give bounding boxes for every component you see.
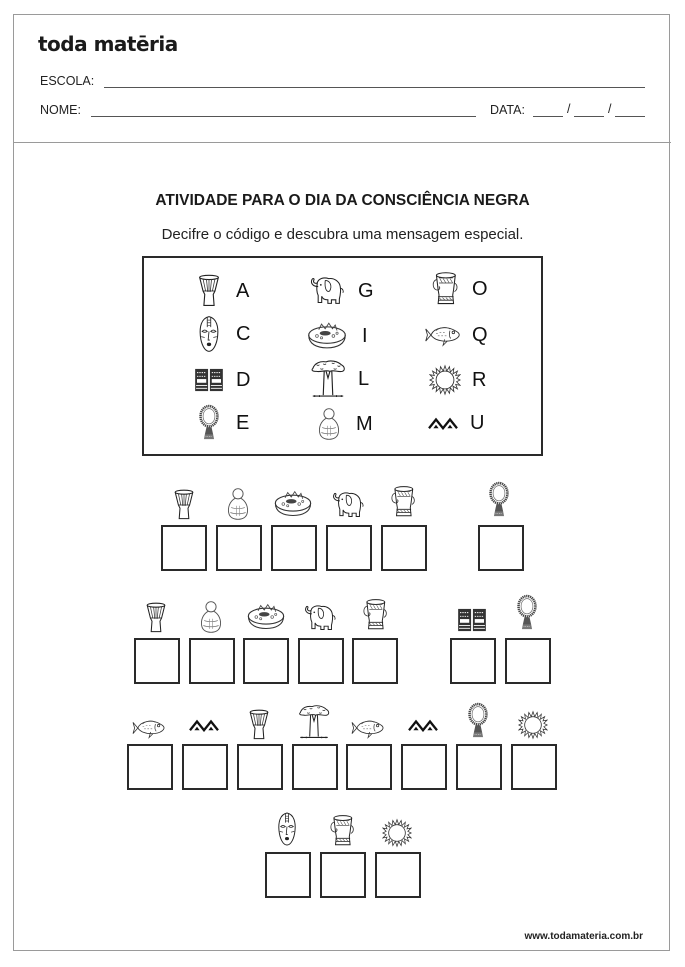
answer-box[interactable] — [298, 638, 344, 684]
food-bowl-icon — [271, 479, 315, 519]
key-letter: M — [356, 412, 373, 435]
key-letter: E — [236, 411, 250, 434]
key-entry-d — [192, 361, 250, 399]
talking-drum-icon — [428, 270, 462, 308]
answer-box[interactable] — [265, 852, 311, 898]
answer-box[interactable] — [401, 744, 447, 790]
answer-box[interactable] — [381, 525, 427, 571]
mountains-icon — [182, 692, 226, 732]
footer-url[interactable]: www.todamateria.com.br — [524, 931, 643, 942]
answer-box[interactable] — [456, 744, 502, 790]
key-letter: C — [236, 322, 251, 345]
name-input-line[interactable] — [91, 116, 476, 117]
key-letter: O — [472, 277, 488, 300]
answer-box[interactable] — [216, 525, 262, 571]
answer-box[interactable] — [127, 744, 173, 790]
key-entry-u — [426, 404, 484, 442]
djembe-drum-icon — [162, 481, 206, 521]
elephant-icon — [306, 272, 348, 310]
header-divider — [13, 142, 671, 143]
talking-drum-icon — [320, 808, 364, 848]
mountains-icon — [401, 692, 445, 732]
african-mask-icon — [265, 808, 309, 848]
brand-logo: toda matēria — [38, 32, 178, 56]
date-year-line[interactable] — [615, 116, 645, 117]
key-letter: L — [358, 367, 370, 390]
elephant-icon — [326, 479, 370, 519]
key-entry-r — [428, 361, 486, 399]
djembe-drum-icon — [237, 701, 281, 741]
answer-box[interactable] — [505, 638, 551, 684]
answer-box[interactable] — [511, 744, 557, 790]
activity-instruction: Decifre o código e descubra uma mensagem especial. — [161, 226, 524, 243]
date-separator: / — [608, 102, 612, 116]
african-mask-icon — [192, 315, 226, 353]
key-entry-i — [306, 317, 368, 355]
baobab-tree-icon — [308, 360, 348, 398]
answer-box[interactable] — [134, 638, 180, 684]
gourd-icon — [312, 405, 346, 443]
date-separator: / — [567, 102, 571, 116]
key-entry-q — [424, 316, 488, 354]
food-bowl-icon — [306, 317, 348, 355]
mountains-icon — [426, 404, 460, 442]
date-month-line[interactable] — [574, 116, 604, 117]
key-letter: Q — [472, 323, 488, 346]
kente-cloth-icon — [450, 592, 494, 632]
answer-box[interactable] — [320, 852, 366, 898]
date-label: DATA: — [490, 103, 525, 117]
key-letter: A — [236, 279, 250, 302]
key-entry-g — [306, 272, 374, 310]
answer-box[interactable] — [292, 744, 338, 790]
key-entry-e — [192, 404, 249, 442]
answer-box[interactable] — [271, 525, 317, 571]
name-label: NOME: — [40, 103, 81, 117]
activity-title: ATIVIDADE PARA O DIA DA CONSCIÊNCIA NEGRA — [155, 192, 530, 209]
bead-necklace-icon — [456, 700, 500, 740]
school-input-line[interactable] — [104, 87, 645, 88]
answer-box[interactable] — [450, 638, 496, 684]
date-day-line[interactable] — [533, 116, 563, 117]
bead-necklace-icon — [477, 479, 521, 519]
key-entry-o — [428, 270, 488, 308]
key-letter: U — [470, 411, 485, 434]
djembe-drum-icon — [134, 594, 178, 634]
answer-box[interactable] — [326, 525, 372, 571]
key-entry-m — [312, 405, 373, 443]
key-letter: G — [358, 279, 374, 302]
sun-icon — [428, 361, 462, 399]
answer-box[interactable] — [182, 744, 228, 790]
baobab-tree-icon — [292, 700, 336, 740]
bead-necklace-icon — [192, 404, 226, 442]
gourd-icon — [216, 481, 260, 521]
answer-box[interactable] — [478, 525, 524, 571]
answer-box[interactable] — [352, 638, 398, 684]
key-entry-c — [192, 315, 250, 353]
key-letter: I — [362, 324, 368, 347]
fish-icon — [127, 700, 171, 740]
talking-drum-icon — [353, 592, 397, 632]
kente-cloth-icon — [192, 361, 226, 399]
food-bowl-icon — [244, 592, 288, 632]
key-entry-a — [192, 272, 249, 310]
key-letter: D — [236, 368, 251, 391]
answer-box[interactable] — [237, 744, 283, 790]
talking-drum-icon — [381, 479, 425, 519]
school-label: ESCOLA: — [40, 74, 95, 88]
answer-box[interactable] — [243, 638, 289, 684]
gourd-icon — [189, 594, 233, 634]
djembe-drum-icon — [192, 272, 226, 310]
elephant-icon — [298, 592, 342, 632]
answer-box[interactable] — [189, 638, 235, 684]
answer-box[interactable] — [161, 525, 207, 571]
fish-icon — [346, 700, 390, 740]
sun-icon — [511, 700, 555, 740]
sun-icon — [375, 808, 419, 848]
fish-icon — [424, 316, 462, 354]
key-letter: R — [472, 368, 487, 391]
answer-box[interactable] — [346, 744, 392, 790]
answer-box[interactable] — [375, 852, 421, 898]
bead-necklace-icon — [505, 592, 549, 632]
key-entry-l — [308, 360, 369, 398]
